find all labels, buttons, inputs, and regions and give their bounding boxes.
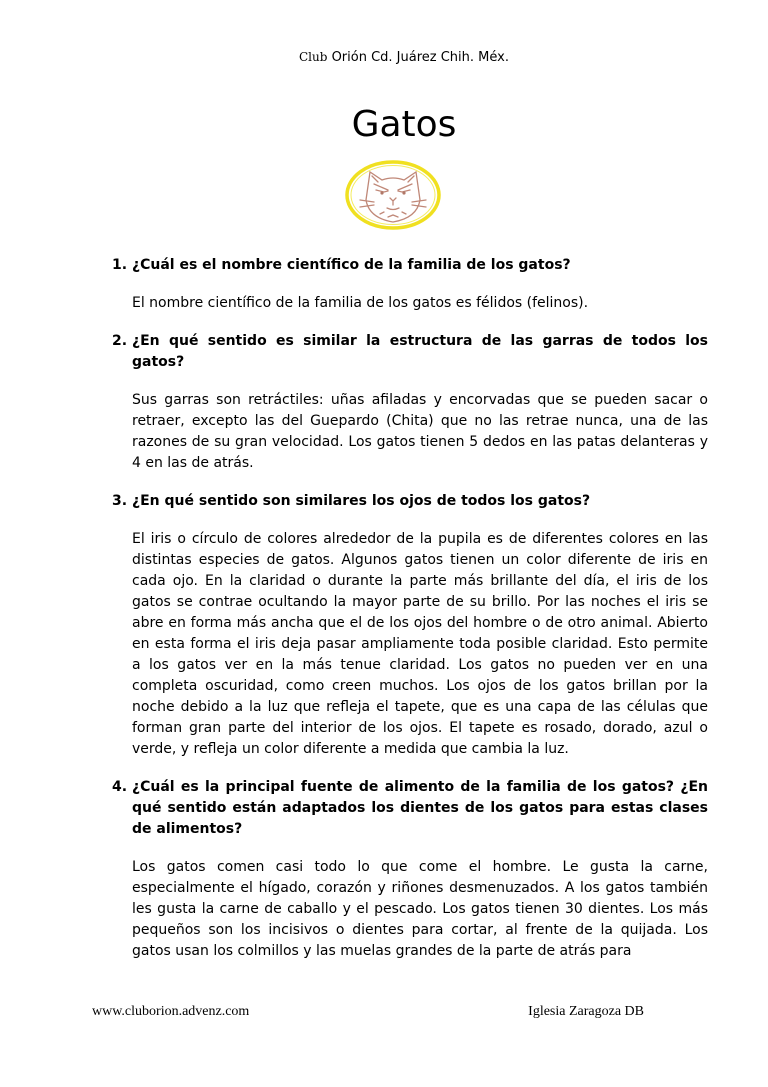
page-title: Gatos (351, 104, 457, 145)
qa-item-2 (112, 331, 708, 474)
question-number: 2. (112, 333, 128, 349)
question-text: ¿Cuál es la principal fuente de alimento de la familia de los gatos? ¿En qué sentido están adaptados los dientes de los gatos para estas clases de alimentos? (132, 779, 708, 837)
answer-text: Sus garras son retráctiles: uñas afiladas y encorvadas que se pueden sacar o retraer, excepto las del Guepardo (Chita) que no las retrae nunca, una de las razones de su gran velocidad. Los gatos tienen 5 dedos en las patas delanteras y 4 en las de atrás. (132, 392, 708, 471)
page-header (0, 50, 768, 65)
header-club: Club (299, 50, 328, 64)
qa-list (112, 255, 708, 979)
answer-text: El nombre científico de la familia de los gatos es félidos (felinos). (132, 295, 589, 311)
qa-item-1 (112, 255, 708, 314)
qa-item-3 (112, 491, 708, 760)
header-org: Orión Cd. Juárez Chih. Méx. (327, 50, 509, 65)
question-text: ¿Cuál es el nombre científico de la familia de los gatos? (132, 257, 571, 273)
footer-website: www.cluborion.advenz.com (92, 1004, 250, 1019)
cat-face-icon (344, 160, 442, 230)
footer-church: Iglesia Zaragoza DB (528, 1004, 644, 1019)
question-number: 1. (112, 257, 128, 273)
question-number: 4. (112, 779, 128, 795)
answer-text: El iris o círculo de colores alrededor de la pupila es de diferentes colores en las distintas especies de gatos. Algunos gatos tienen un color diferente de iris en cada ojo. En la claridad o durante la parte más brillante del día, el iris de los gatos se contrae ocultando la mayor parte de su brillo. Por las noches el iris se abre en forma más ancha que el de los ojos del hombre o de otro animal. Abierto en esta forma el iris deja pasar ampliamente toda posible claridad. Esto permite a los gatos ver en la más tenue claridad. Los gatos no pueden ver en una completa oscuridad, como creen muchos. Los ojos de los gatos brillan por la noche debido a la luz que refleja el tapete, que es una capa de las células que forman gran parte del interior de los ojos. El tapete es rosado, dorado, azul o verde, y refleja un color diferente a medida que cambia la luz. (132, 531, 708, 757)
qa-item-4 (112, 777, 708, 962)
question-text: ¿En qué sentido es similar la estructura de las garras de todos los gatos? (132, 333, 708, 370)
question-text: ¿En qué sentido son similares los ojos de todos los gatos? (132, 493, 591, 509)
answer-text: Los gatos comen casi todo lo que come el hombre. Le gusta la carne, especialmente el hígado, corazón y riñones desmenuzados. A los gatos también les gusta la carne de caballo y el pescado. Los gatos tienen 30 dientes. Los más pequeños son los incisivos o dientes para cortar, al frente de la quijada. Los gatos usan los colmillos y las muelas grandes de la parte de atrás para (132, 859, 708, 959)
question-number: 3. (112, 493, 128, 509)
